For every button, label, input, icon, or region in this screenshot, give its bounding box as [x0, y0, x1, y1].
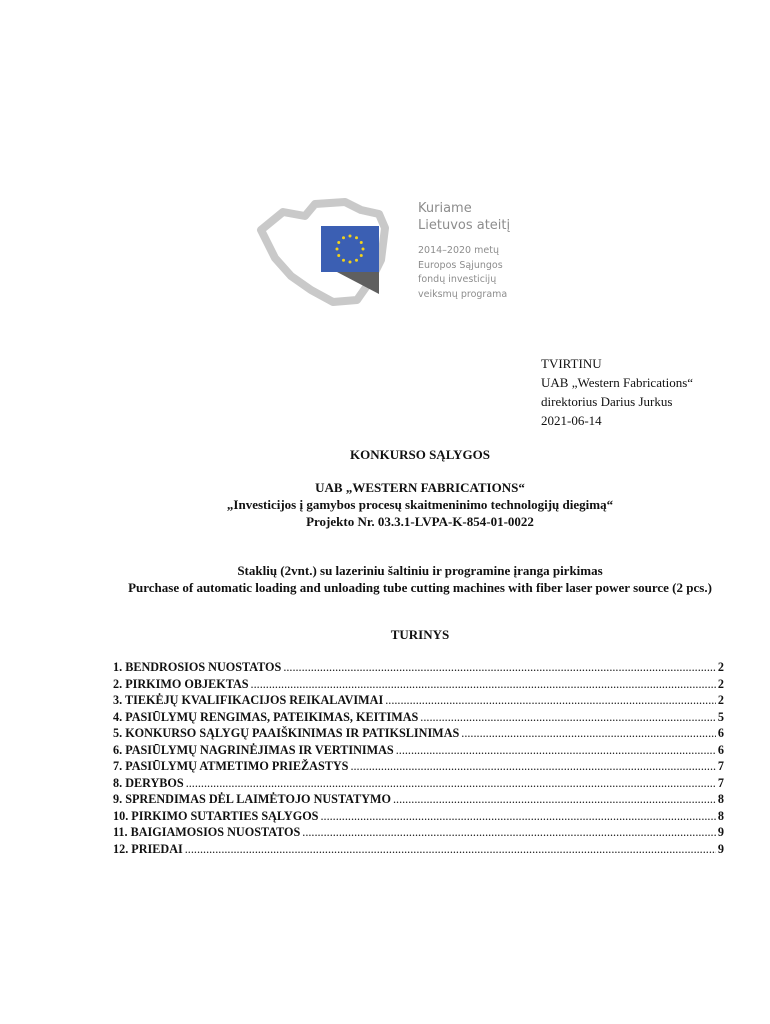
- toc-item[interactable]: [113, 676, 724, 693]
- eu-star-icon: [342, 259, 345, 262]
- toc-item-title: 9. SPRENDIMAS DĖL LAIMĖTOJO NUSTATYMO: [113, 792, 391, 806]
- toc-item[interactable]: [113, 709, 724, 726]
- toc-item-page: 5: [717, 709, 724, 724]
- toc-dot-leader: [385, 692, 716, 709]
- toc-dot-leader: [420, 709, 716, 726]
- approval-line: direktorius Darius Jurkus: [541, 394, 673, 409]
- toc-item-page: 8: [717, 792, 724, 806]
- eu-flag-icon: [321, 226, 379, 272]
- toc-item-title: 4. PASIŪLYMŲ RENGIMAS, PATEIKIMAS, KEITIMAS: [113, 709, 419, 724]
- table-of-contents: [113, 659, 724, 857]
- toc-item-page: 9: [717, 841, 724, 856]
- toc-item[interactable]: [113, 725, 724, 742]
- document-title: KONKURSO SĄLYGOS: [349, 447, 491, 462]
- logo-slogan-line: Lietuvos ateitį: [418, 218, 511, 233]
- toc-item[interactable]: [113, 824, 724, 841]
- toc-item[interactable]: [113, 692, 724, 709]
- purchase-title-en: Purchase of automatic loading and unloading tube cutting machines with fiber laser power source (2 pcs.): [128, 580, 712, 595]
- toc-item-title: 6. PASIŪLYMŲ NAGRINĖJIMAS IR VERTINIMAS: [113, 742, 394, 757]
- eu-star-icon: [362, 248, 365, 251]
- approval-line: UAB „Western Fabrications“: [541, 375, 694, 390]
- logo-program-line: Europos Sąjungos: [418, 259, 503, 271]
- toc-item-title: 10. PIRKIMO SUTARTIES SĄLYGOS: [113, 808, 319, 823]
- toc-item[interactable]: [113, 742, 724, 759]
- eu-star-icon: [355, 259, 358, 262]
- toc-item[interactable]: [113, 775, 724, 792]
- toc-item-page: 2: [717, 693, 724, 707]
- approval-line: TVIRTINU: [541, 356, 602, 371]
- toc-item-page: 2: [717, 660, 724, 674]
- toc-item-page: 6: [717, 742, 724, 757]
- toc-item-title: 8. DERYBOS: [113, 775, 184, 790]
- toc-dot-leader: [396, 742, 716, 759]
- flag-shadow: [337, 272, 379, 294]
- toc-item[interactable]: [113, 808, 724, 825]
- toc-dot-leader: [461, 725, 716, 742]
- project-number: Projekto Nr. 03.3.1-LVPA-K-854-01-0022: [306, 514, 534, 529]
- toc-item-page: 6: [717, 726, 724, 740]
- eu-star-icon: [337, 254, 340, 257]
- toc-dot-leader: [185, 841, 716, 858]
- toc-item-page: 9: [717, 825, 724, 839]
- eu-star-icon: [336, 248, 339, 251]
- logo-program-line: 2014–2020 metų: [418, 245, 499, 256]
- company-name: UAB „WESTERN FABRICATIONS“: [315, 480, 525, 495]
- approval-date: 2021-06-14: [541, 413, 602, 428]
- logo-program-line: veiksmų programa: [418, 288, 508, 300]
- toc-item[interactable]: [113, 841, 724, 858]
- toc-item[interactable]: [113, 791, 724, 808]
- toc-item-page: 7: [717, 775, 724, 790]
- eu-star-icon: [349, 235, 352, 238]
- toc-item-title: 1. BENDROSIOS NUOSTATOS: [113, 660, 282, 674]
- eu-star-icon: [360, 254, 363, 257]
- toc-item-title: 5. KONKURSO SĄLYGŲ PAAIŠKINIMAS IR PATIKSLINIMAS: [113, 726, 460, 740]
- toc-item-title: 11. BAIGIAMOSIOS NUOSTATOS: [113, 825, 301, 839]
- toc-dot-leader: [320, 808, 715, 825]
- toc-item-page: 7: [717, 759, 724, 773]
- toc-item-title: 12. PRIEDAI: [113, 841, 183, 856]
- eu-star-icon: [355, 236, 358, 239]
- toc-dot-leader: [393, 791, 716, 808]
- eu-star-icon: [360, 241, 363, 244]
- toc-dot-leader: [302, 824, 716, 841]
- purchase-title-lt: Staklių (2vnt.) su lazeriniu šaltiniu ir programine įranga pirkimas: [237, 563, 603, 578]
- eu-star-icon: [349, 261, 352, 264]
- toc-dot-leader: [251, 676, 716, 693]
- purchase-block: [100, 562, 740, 596]
- toc-item-title: 7. PASIŪLYMŲ ATMETIMO PRIEŽASTYS: [113, 759, 349, 773]
- toc-item-page: 2: [717, 676, 724, 691]
- toc-dot-leader: [186, 775, 716, 792]
- project-name: „Investicijos į gamybos procesų skaitmeninimo technologijų diegimą“: [226, 497, 614, 512]
- logo-program-line: fondų investicijų: [418, 274, 497, 285]
- toc-item-page: 8: [717, 808, 724, 823]
- toc-item-title: 2. PIRKIMO OBJEKTAS: [113, 676, 249, 691]
- toc-item[interactable]: [113, 758, 724, 775]
- toc-item-title: 3. TIEKĖJŲ KVALIFIKACIJOS REIKALAVIMAI: [113, 693, 384, 707]
- toc-heading: TURINYS: [390, 627, 450, 642]
- logo-text: [418, 200, 510, 302]
- approval-block: [541, 354, 693, 430]
- company-block: [100, 479, 740, 530]
- eu-star-icon: [337, 241, 340, 244]
- toc-dot-leader: [283, 659, 716, 676]
- toc-item[interactable]: [113, 659, 724, 676]
- logo-slogan-line: Kuriame: [418, 201, 472, 216]
- eu-star-icon: [342, 236, 345, 239]
- toc-dot-leader: [350, 758, 715, 775]
